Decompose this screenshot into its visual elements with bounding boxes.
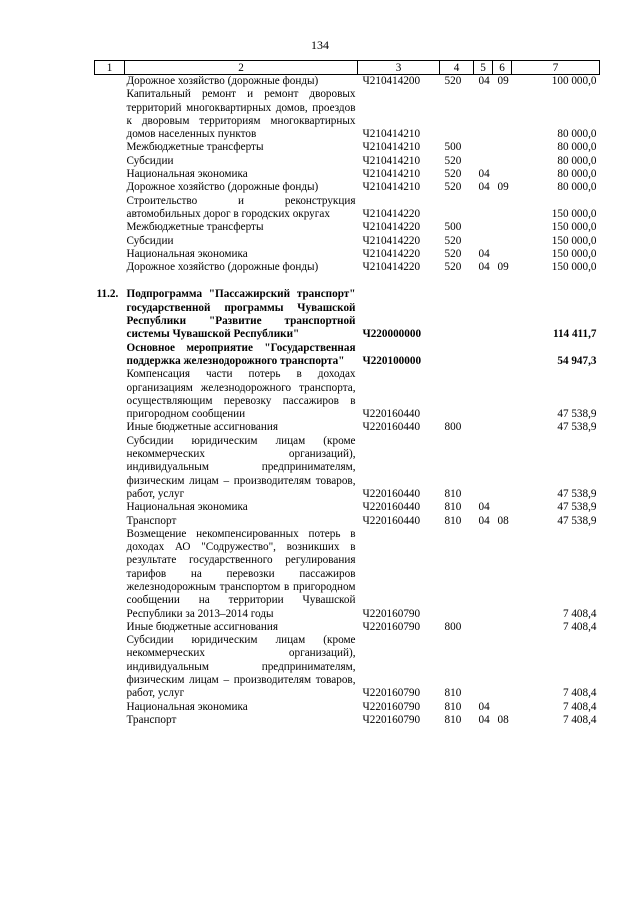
row-name: Капитальный ремонт и ремонт дворовых территорий многоквартирных домов, проездов к дворовым территориям многоквартирных домов населенных пунктов: [126, 88, 356, 141]
table-row: [95, 501, 600, 514]
amount: 150 000,0: [551, 234, 597, 247]
row-name: Строительство и реконструкция автомобильных дорог в городских округах: [126, 194, 356, 220]
expense-type: 520: [444, 261, 462, 274]
section: 04: [478, 247, 490, 260]
row-number: [95, 235, 125, 248]
expense-type: [440, 528, 474, 621]
target-code: Ч220100000: [362, 354, 422, 367]
target-code: Ч210414210: [362, 181, 421, 194]
target-code: Ч220160790: [362, 700, 421, 713]
amount: 47 538,9: [557, 501, 597, 514]
expense-type: 520: [444, 247, 462, 260]
row-name: Иные бюджетные ассигнования: [126, 421, 278, 434]
expense-type: [440, 288, 474, 341]
expense-type: [440, 342, 474, 369]
subsection: [493, 528, 512, 621]
subsection: [493, 195, 512, 222]
row-number: [95, 168, 125, 181]
expense-type: 800: [444, 620, 462, 633]
expense-type: 810: [444, 687, 462, 700]
amount: 114 411,7: [552, 328, 597, 341]
section: 04: [478, 168, 490, 181]
row-number: [95, 181, 125, 194]
subsection: [493, 168, 512, 181]
subsection: [493, 368, 512, 421]
row-name: Иные бюджетные ассигнования: [126, 620, 278, 633]
expense-type: 520: [444, 234, 462, 247]
column-header: 3: [358, 61, 440, 75]
subsection: [493, 634, 512, 700]
row-name: Основное мероприятие "Государственная поддержка железнодорожного транспорта": [126, 341, 356, 367]
row-name: Транспорт: [126, 713, 177, 726]
target-code: Ч210414220: [362, 261, 421, 274]
amount: 7 408,4: [562, 620, 597, 633]
amount: 150 000,0: [551, 221, 597, 234]
row-name: Возмещение некомпенсированных потерь в доходах АО "Содружество", возникших в результате государственного регулирования тарифов на перевозки пассажиров железнодорожным транспортом в пригородном сообщении на территории Чувашской Республики за 2013–2014 годы: [126, 527, 356, 620]
column-header: 5: [474, 61, 493, 75]
row-number: [95, 221, 125, 234]
budget-table: [94, 60, 600, 727]
target-code: Ч220160440: [362, 421, 421, 434]
table-row: [95, 248, 600, 261]
column-header: 7: [512, 61, 600, 75]
subsection: [493, 235, 512, 248]
row-name: Межбюджетные трансферты: [126, 221, 264, 234]
amount: 54 947,3: [557, 354, 597, 367]
spacer-cell: [95, 274, 600, 288]
page-number: 134: [311, 38, 329, 52]
section: 04: [478, 261, 490, 274]
expense-type: 500: [444, 221, 462, 234]
table-row: [95, 342, 600, 369]
row-name: Субсидии юридическим лицам (кроме некоммерческих организаций), индивидуальным предпринимателям, физическим лицам – производителям товаров, работ, услуг: [126, 634, 356, 700]
table-row: [95, 168, 600, 181]
subsection: [493, 701, 512, 714]
row-name: Транспорт: [126, 514, 177, 527]
expense-type: 810: [444, 713, 462, 726]
section: [474, 621, 493, 634]
section: [474, 141, 493, 154]
expense-type: 810: [444, 700, 462, 713]
amount: 7 408,4: [562, 713, 597, 726]
subsection: [493, 421, 512, 434]
table-row: [95, 421, 600, 434]
expense-type: 520: [444, 154, 462, 167]
section: 04: [478, 700, 490, 713]
subsection: [493, 501, 512, 514]
section: 04: [478, 501, 490, 514]
row-name: Национальная экономика: [126, 168, 248, 181]
subsection: [493, 88, 512, 141]
target-code: Ч220160440: [362, 487, 421, 500]
target-code: Ч210414210: [362, 154, 421, 167]
amount: 47 538,9: [557, 408, 597, 421]
subsection: [493, 435, 512, 501]
amount: 47 538,9: [557, 514, 597, 527]
table-row: [95, 155, 600, 168]
target-code: Ч210414220: [362, 207, 421, 220]
target-code: Ч210414220: [362, 247, 421, 260]
amount: 150 000,0: [551, 247, 597, 260]
target-code: Ч210414210: [362, 141, 421, 154]
target-code: Ч220160440: [362, 514, 421, 527]
section: [474, 195, 493, 222]
row-number: [95, 75, 125, 89]
table-row: [95, 714, 600, 727]
expense-type: 800: [444, 421, 462, 434]
amount: 47 538,9: [557, 487, 597, 500]
section: [474, 634, 493, 700]
amount: 80 000,0: [557, 141, 597, 154]
section: [474, 342, 493, 369]
row-name: Дорожное хозяйство (дорожные фонды): [126, 75, 319, 87]
spacer-row: [95, 274, 600, 288]
row-number: [95, 435, 125, 501]
section: [474, 155, 493, 168]
row-number: [95, 195, 125, 222]
row-number: [95, 155, 125, 168]
column-header: 2: [125, 61, 358, 75]
expense-type: 500: [444, 141, 462, 154]
row-number: [95, 634, 125, 700]
table-row: [95, 75, 600, 89]
target-code: Ч220160790: [362, 620, 421, 633]
table-row: [95, 621, 600, 634]
expense-type: [440, 195, 474, 222]
amount: 7 408,4: [562, 700, 597, 713]
section: [474, 368, 493, 421]
target-code: Ч220000000: [362, 328, 422, 341]
section: [474, 221, 493, 234]
subsection: [493, 155, 512, 168]
expense-type: 810: [444, 514, 462, 527]
table-row: [95, 435, 600, 501]
row-number: [95, 421, 125, 434]
subsection: 09: [497, 261, 509, 274]
subsection: [493, 342, 512, 369]
subsection: 08: [497, 713, 509, 726]
expense-type: [440, 368, 474, 421]
amount: 7 408,4: [562, 607, 597, 620]
target-code: Ч220160790: [362, 713, 421, 726]
row-number: [95, 368, 125, 421]
row-name: Компенсация части потерь в доходах организациям железнодорожного транспорта, осуществляющим перевозку пассажиров в пригородном сообщении: [126, 368, 356, 421]
table-row: [95, 195, 600, 222]
section: 04: [478, 75, 490, 87]
target-code: Ч210414210: [362, 128, 421, 141]
amount: 80 000,0: [557, 181, 597, 194]
subsection: [493, 248, 512, 261]
table-row: [95, 235, 600, 248]
row-name: Дорожное хозяйство (дорожные фонды): [126, 261, 319, 274]
subsection: [493, 141, 512, 154]
target-code: Ч210414200: [362, 75, 421, 87]
target-code: Ч210414210: [362, 168, 421, 181]
section: [474, 288, 493, 341]
section: 04: [478, 181, 490, 194]
row-name: Субсидии: [126, 234, 174, 247]
expense-type: [440, 88, 474, 141]
subsection: [493, 621, 512, 634]
amount: 100 000,0: [551, 75, 597, 87]
table-row: [95, 181, 600, 194]
row-number: [95, 528, 125, 621]
subsection: 09: [497, 75, 509, 87]
target-code: Ч210414220: [362, 234, 421, 247]
table-row: [95, 634, 600, 700]
subsection: [493, 221, 512, 234]
column-header-row: [95, 61, 600, 75]
section: [474, 235, 493, 248]
row-name: Подпрограмма "Пассажирский транспорт" государственной программы Чувашской Республики "Развитие транспортной системы Чувашской Республики": [126, 288, 356, 341]
row-number: [95, 261, 125, 274]
row-name: Межбюджетные трансферты: [126, 141, 264, 154]
section: 04: [478, 713, 490, 726]
row-name: Субсидии: [126, 154, 174, 167]
section: [474, 435, 493, 501]
section: [474, 528, 493, 621]
target-code: Ч210414220: [362, 221, 421, 234]
table-row: [95, 515, 600, 528]
amount: 80 000,0: [557, 168, 597, 181]
subsection: 08: [497, 514, 509, 527]
row-name: Дорожное хозяйство (дорожные фонды): [126, 181, 319, 194]
section: 04: [478, 514, 490, 527]
target-code: Ч220160440: [362, 408, 421, 421]
subsection: [493, 288, 512, 341]
target-code: Ч220160790: [362, 607, 421, 620]
row-name: Национальная экономика: [126, 247, 248, 260]
row-number: [95, 501, 125, 514]
row-number: [95, 714, 125, 727]
row-name: Национальная экономика: [126, 700, 248, 713]
amount: 7 408,4: [562, 687, 597, 700]
amount: 150 000,0: [551, 207, 597, 220]
row-number: [95, 88, 125, 141]
table-row: [95, 701, 600, 714]
table-row: [95, 288, 600, 341]
table-row: [95, 141, 600, 154]
section: [474, 421, 493, 434]
row-number: [95, 701, 125, 714]
expense-type: 520: [444, 168, 462, 181]
expense-type: 810: [444, 487, 462, 500]
expense-type: 520: [444, 181, 462, 194]
table-row: [95, 368, 600, 421]
section: [474, 88, 493, 141]
column-header: 4: [440, 61, 474, 75]
row-number: [95, 141, 125, 154]
amount: 80 000,0: [557, 128, 597, 141]
row-number: 11.2.: [96, 288, 119, 301]
subsection: 09: [497, 181, 509, 194]
row-name: Субсидии юридическим лицам (кроме некоммерческих организаций), индивидуальным предпринимателям, физическим лицам – производителям товаров, работ, услуг: [126, 434, 356, 500]
amount: 150 000,0: [551, 261, 597, 274]
amount: 47 538,9: [557, 421, 597, 434]
amount: 80 000,0: [557, 154, 597, 167]
target-code: Ч220160440: [362, 501, 421, 514]
row-number: [95, 342, 125, 369]
row-number: [95, 621, 125, 634]
column-header: 1: [95, 61, 125, 75]
row-number: [95, 248, 125, 261]
table-row: [95, 221, 600, 234]
target-code: Ч220160790: [362, 687, 421, 700]
table-row: [95, 261, 600, 274]
row-name: Национальная экономика: [126, 501, 248, 514]
expense-type: 520: [444, 75, 462, 87]
row-number: [95, 515, 125, 528]
table-row: [95, 88, 600, 141]
expense-type: 810: [444, 501, 462, 514]
column-header: 6: [493, 61, 512, 75]
table-row: [95, 528, 600, 621]
